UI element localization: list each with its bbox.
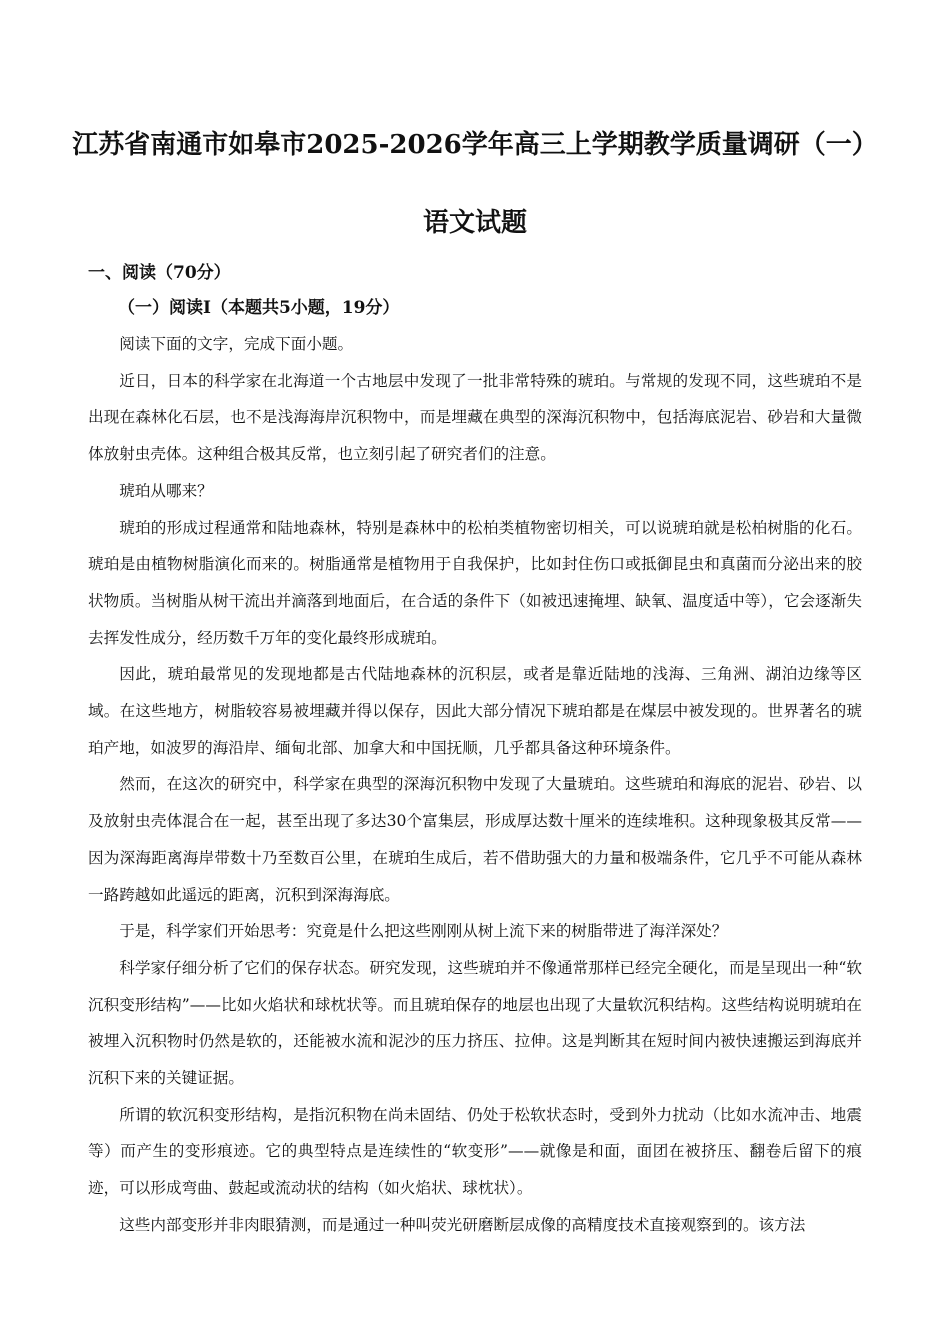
paragraph: 因此，琥珀最常见的发现地都是古代陆地森林的沉积层，或者是靠近陆地的浅海、三角洲、湖泊边缘等区域。在这些地方，树脂较容易被埋藏并得以保存，因此大部分情况下琥珀都是在煤层中被发现的。世界著名的琥珀产地，如波罗的海沿岸、缅甸北部、加拿大和中国抚顺，几乎都具备这种环境条件。: [88, 665, 862, 757]
paragraph: 这些内部变形并非肉眼猜测，而是通过一种叫荧光研磨断层成像的高精度技术直接观察到的。该方法: [119, 1215, 806, 1234]
paragraph: 琥珀的形成过程通常和陆地森林，特别是森林中的松柏类植物密切相关，可以说琥珀就是松柏树脂的化石。琥珀是由植物树脂演化而来的。树脂通常是植物用于自我保护，比如封住伤口或抵御昆虫和真菌而分泌出来的胶状物质。当树脂从树干流出并滴落到地面后，在合适的条件下（如被迅速掩埋、缺氧、温度适中等），它会逐渐失去挥发性成分，经历数千万年的变化最终形成琥珀。: [88, 518, 862, 647]
reading-passage: [88, 326, 862, 1244]
document-subject-title: 语文试题: [422, 208, 527, 238]
section-heading: 一、阅读（70分）: [88, 263, 231, 283]
paragraph-question: 琥珀从哪来？: [119, 481, 213, 500]
paragraph: 近日，日本的科学家在北海道一个古地层中发现了一批非常特殊的琥珀。与常规的发现不同，这些琥珀不是出现在森林化石层，也不是浅海海岸沉积物中，而是埋藏在典型的深海沉积物中，包括海底泥岩、砂岩和大量微体放射虫壳体。这种组合极其反常，也立刻引起了研究者们的注意。: [88, 371, 862, 464]
paragraph: 科学家仔细分析了它们的保存状态。研究发现，这些琥珀并不像通常那样已经完全硬化，而是呈现出一种“软沉积变形结构”——比如火焰状和球枕状等。而且琥珀保存的地层也出现了大量软沉积结构。这些结构说明琥珀在被埋入沉积物时仍然是软的，还能被水流和泥沙的压力挤压、拉伸。这是判断其在短时间内被快速搬运到海底并沉积下来的关键证据。: [88, 958, 862, 1088]
paragraph: 所谓的软沉积变形结构，是指沉积物在尚未固结、仍处于松软状态时，受到外力扰动（比如水流冲击、地震等）而产生的变形痕迹。它的典型特点是连续性的“软变形”——就像是和面，面团在被挤压、翻卷后留下的痕迹，可以形成弯曲、鼓起或流动状的结构（如火焰状、球枕状）。: [88, 1105, 862, 1198]
document-title: 江苏省南通市如皋市2025-2026学年高三上学期教学质量调研（一）: [72, 130, 878, 160]
paragraph: 于是，科学家们开始思考：究竟是什么把这些刚刚从树上流下来的树脂带进了海洋深处？: [119, 922, 728, 941]
paragraph: 然而，在这次的研究中，科学家在典型的深海沉积物中发现了大量琥珀。这些琥珀和海底的泥岩、砂岩、以及放射虫壳体混合在一起，甚至出现了多达30个富集层，形成厚达数十厘米的连续堆积。这种现象极其反常——因为深海距离海岸带数十乃至数百公里，在琥珀生成后，若不借助强大的力量和极端条件，它几乎不可能从森林一路跨越如此遥远的距离，沉积到深海海底。: [88, 775, 862, 904]
sub-section-heading: （一）阅读Ⅰ（本题共5小题，19分）: [118, 298, 400, 318]
paragraph-instruction: 阅读下面的文字，完成下面小题。: [119, 335, 354, 353]
